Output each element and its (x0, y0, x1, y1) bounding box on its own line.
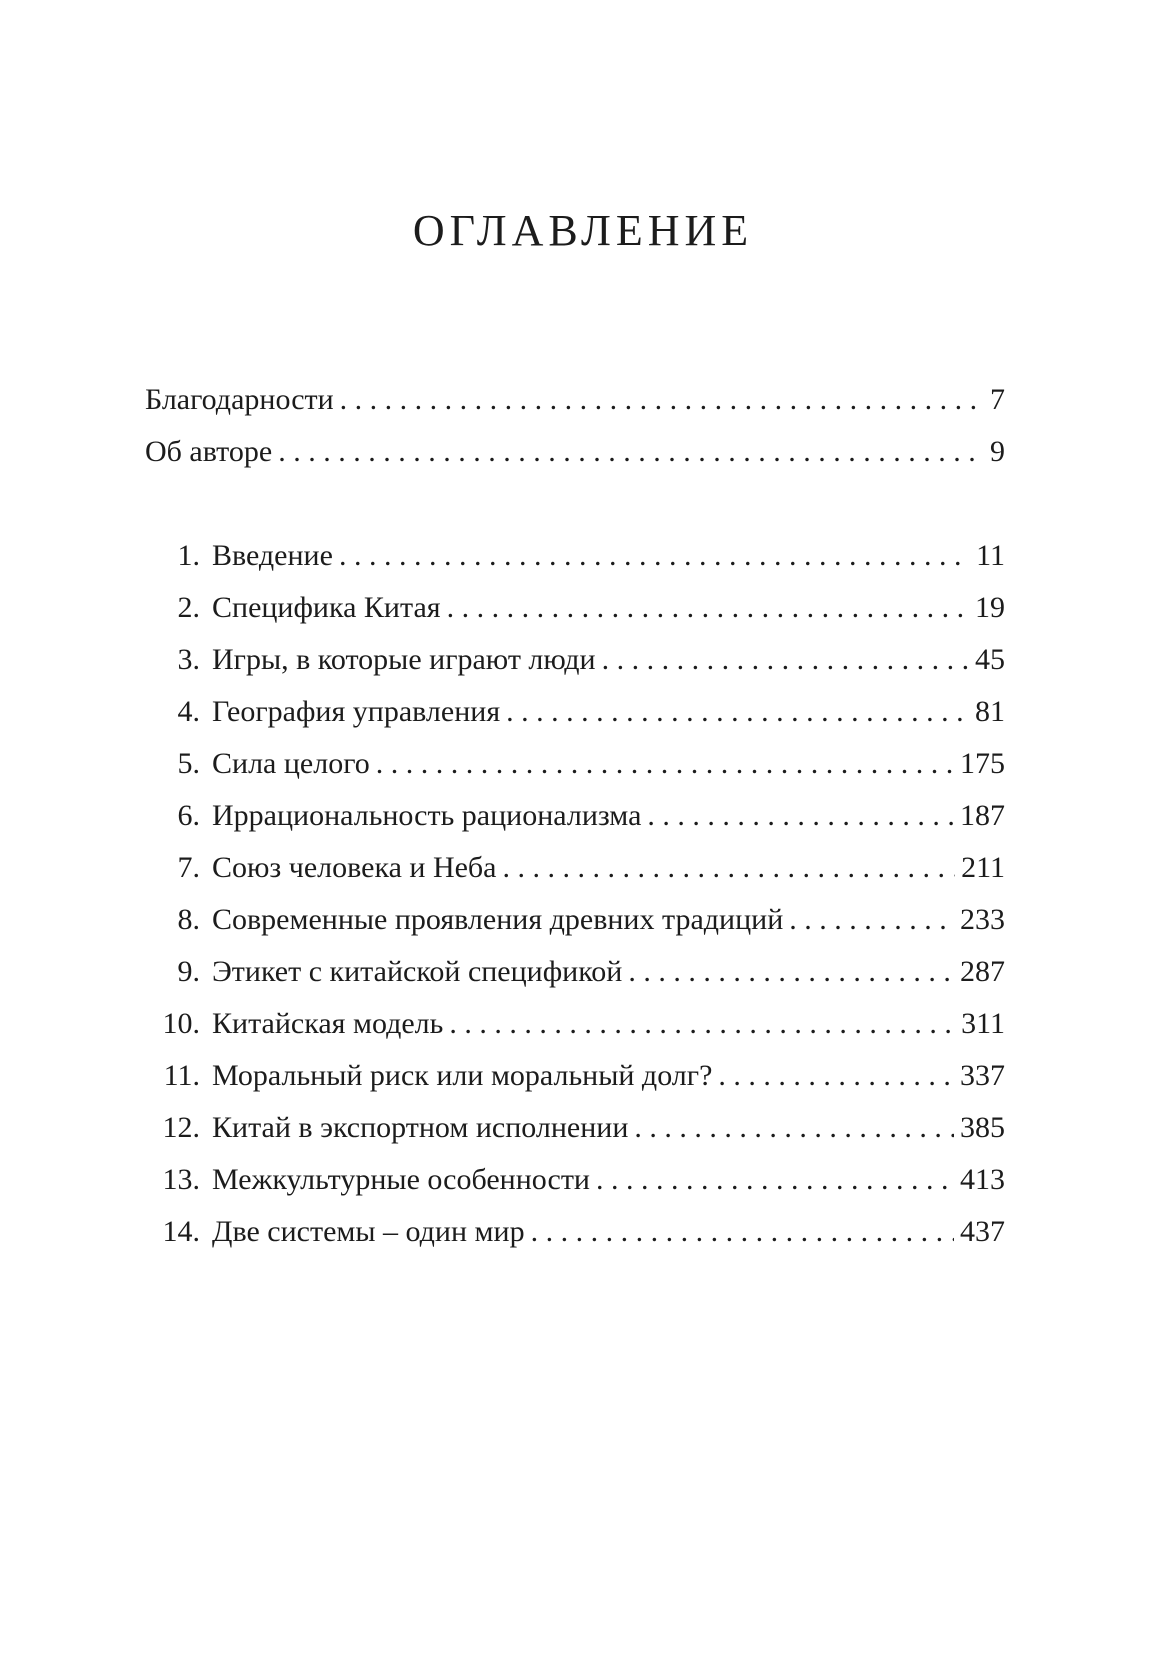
toc-chapter-page: 45 (975, 643, 1005, 676)
dot-leader (647, 796, 954, 836)
dot-leader (340, 380, 984, 420)
dot-leader (531, 1212, 954, 1252)
dot-leader (506, 692, 969, 732)
toc-chapter-label: География управления (212, 695, 501, 728)
toc-chapter-number: 7. (177, 851, 200, 884)
toc-chapter-number: 1. (177, 539, 200, 572)
toc-chapter-number: 6. (177, 799, 200, 832)
dot-leader (503, 848, 956, 888)
toc-chapter-page: 81 (975, 695, 1005, 728)
toc-chapter-page: 385 (960, 1111, 1005, 1144)
dot-leader (376, 744, 954, 784)
toc-chapter-8[interactable] (145, 900, 1005, 940)
toc-chapter-page: 311 (961, 1007, 1005, 1040)
toc-entry-page: 7 (990, 383, 1005, 416)
toc-chapter-page: 287 (960, 955, 1005, 988)
toc-chapter-number: 13. (162, 1163, 200, 1196)
dot-leader (718, 1056, 954, 1096)
toc-chapter-label: Игры, в которые играют люди (212, 643, 596, 676)
toc-chapter-label: Современные проявления древних традиций (212, 903, 784, 936)
toc-chapter-10[interactable] (145, 1004, 1005, 1044)
toc-chapter-page: 187 (960, 799, 1005, 832)
toc-chapter-label: Союз человека и Неба (212, 851, 497, 884)
toc-chapter-page: 175 (960, 747, 1005, 780)
toc-chapter-page: 413 (960, 1163, 1005, 1196)
toc-chapter-12[interactable] (145, 1108, 1005, 1148)
toc-chapter-page: 437 (960, 1215, 1005, 1248)
dot-leader (628, 952, 954, 992)
toc-chapter-label: Моральный риск или моральный долг? (212, 1059, 713, 1092)
toc-chapter-number: 5. (177, 747, 200, 780)
toc-chapter-9[interactable] (145, 952, 1005, 992)
toc-chapter-label: Сила целого (212, 747, 370, 780)
toc-chapter-label: Введение (212, 539, 333, 572)
toc-chapter-6[interactable] (145, 796, 1005, 836)
toc-chapter-1[interactable] (145, 536, 1005, 576)
dot-leader (789, 900, 954, 940)
toc-chapter-label: Две системы – один мир (212, 1215, 525, 1248)
toc-entry-acknowledgements[interactable] (145, 380, 1005, 420)
toc-chapter-number: 4. (177, 695, 200, 728)
toc-chapter-label: Иррациональность рационализма (212, 799, 642, 832)
toc-chapter-number: 10. (162, 1007, 200, 1040)
toc-chapter-page: 337 (960, 1059, 1005, 1092)
toc-entry-label: Об авторе (145, 435, 273, 468)
toc-chapter-number: 3. (177, 643, 200, 676)
toc-entry-page: 9 (990, 435, 1005, 468)
toc-chapter-number: 11. (163, 1059, 200, 1092)
toc-chapter-page: 233 (960, 903, 1005, 936)
toc-chapter-page: 211 (961, 851, 1005, 884)
page-title: ОГЛАВЛЕНИЕ (412, 206, 754, 255)
toc-chapter-label: Китай в экспортном исполнении (212, 1111, 629, 1144)
toc-chapter-7[interactable] (145, 848, 1005, 888)
toc-chapter-number: 12. (162, 1111, 200, 1144)
toc-chapter-number: 2. (177, 591, 200, 624)
toc-chapter-11[interactable] (145, 1056, 1005, 1096)
dot-leader (634, 1108, 954, 1148)
dot-leader (339, 536, 970, 576)
dot-leader (447, 588, 969, 628)
toc-chapter-label: Китайская модель (212, 1007, 444, 1040)
toc-chapter-5[interactable] (145, 744, 1005, 784)
toc-chapter-13[interactable] (145, 1160, 1005, 1200)
toc-chapter-label: Этикет с китайской спецификой (212, 955, 623, 988)
dot-leader (278, 432, 984, 472)
toc-entry-label: Благодарности (145, 383, 334, 416)
toc-chapter-page: 19 (975, 591, 1005, 624)
dot-leader (602, 640, 969, 680)
toc-chapter-number: 14. (162, 1215, 200, 1248)
toc-chapter-4[interactable] (145, 692, 1005, 732)
toc-chapter-label: Межкультурные особенности (212, 1163, 590, 1196)
toc-chapter-3[interactable] (145, 640, 1005, 680)
toc-chapter-14[interactable] (145, 1212, 1005, 1252)
toc-chapter-page: 11 (976, 539, 1005, 572)
toc-chapter-label: Специфика Китая (212, 591, 441, 624)
toc-chapter-2[interactable] (145, 588, 1005, 628)
toc-entry-about-author[interactable] (145, 432, 1005, 472)
toc-chapter-number: 9. (177, 955, 200, 988)
toc-chapter-number: 8. (177, 903, 200, 936)
dot-leader (596, 1160, 954, 1200)
dot-leader (449, 1004, 955, 1044)
